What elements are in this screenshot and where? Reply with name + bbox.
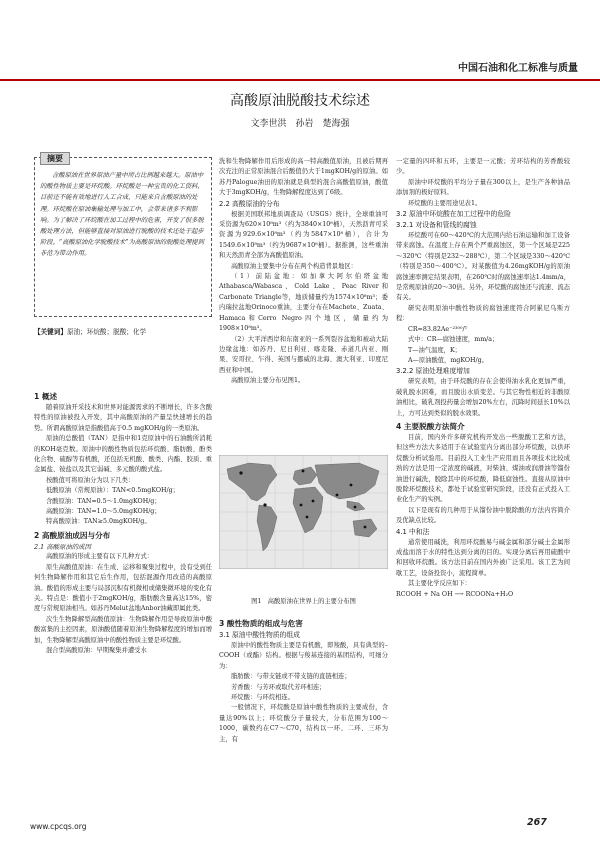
paragraph: 一定量的四环和五环，主要是一元酸；芳环结构的芳香酸较少。 (396, 158, 570, 176)
paragraph: 研究表明，由于环烷酸的存在会使得油水乳化更加严重，破乳脱水困难，而且脱出水质变差。与其它物性相近的非酸原油相比，破乳剂投药量会增加20%左右，沉降时间延长10%以上，方可达到类似的脱水效果。 (396, 378, 570, 417)
paragraph: 高酸原油主要集中分布在两个构造背景地区： (231, 262, 357, 270)
section-3-heading: 3 酸性物质的组成与危害 (219, 619, 303, 628)
section-3-2-2-heading: 3.2.2 原油处理难度增加 (396, 367, 470, 376)
section-3-2-1-heading: 3.2.1 对设备和管线的腐蚀 (396, 221, 477, 230)
marker-indonesia (354, 506, 357, 509)
keywords-label: 【关键词】 (34, 328, 67, 336)
paragraph: 洗和生物降解作用后形成的高一特高酸值原油，且被后期再次充注的正常原油混合后酸值仍大于1mgKOH/g的原油。如苏丹Palogue油田的原油就是典型的混合高酸值原油，酸值大于3mgKOH/g，生物降解程度达到了6级。 (219, 158, 388, 197)
paragraph: 环烷酸的主要用途见表1。 (408, 199, 482, 207)
paragraph: 根据美国联邦地质调查局（USGS）统计，全球重油可采资源为620×10⁸m³（约为3840×10⁸桶），天然沥青可采资源为929.6×10⁸m³（约为5847×10⁸桶），合计为1549.6×10⁸m³（约为9687×10⁸桶）。据推测，这些重油和天然沥青全部为高酸值原油。 (219, 210, 388, 260)
section-2-heading: 2 高酸原油成因与分布 (34, 530, 111, 540)
article-title: 高酸原油脱酸技术综述 (230, 93, 370, 109)
chemical-reaction: RCOOH + Na OH ⟶ RCOONa+H₂O (396, 590, 514, 598)
marker-angola (306, 516, 309, 519)
marker-australia (364, 526, 367, 529)
list-item: 芳香酸：与芳环或取代芳环相连； (231, 683, 326, 691)
paragraph: 高酸原油主要分布见图1。 (231, 377, 305, 385)
equation-variable: T—油气温度，K； (408, 346, 461, 354)
equation: CR=83.82Ae⁻²³⁰⁰/ᵀ (408, 325, 468, 333)
list-item: 环烷酸：与环烷相连。 (231, 694, 294, 702)
paragraph: 混合型高酸原油：早期聚集并遭受水 (46, 646, 147, 654)
abstract-text: 含酸原油在世界原油产量中所占比例越来越大。原油中的酸性物质主要是环烷酸。环烷酸是一种宝贵的化工资料，目前还不能有效地进行人工合成，只能来自含酸原油的处理。环烷酸在原油集输处理与加工中，会带来诸多不利影响。为了解决了环烷酸在加工过程中的危害，开发了很多脱酸处理方法，但能够直接对原油进行脱酸的技术还处于起步阶段。“高酸原油化学脱酸技术”为高酸原油的脱酸处理提到非范为带动作用。 (40, 172, 204, 258)
list-item: 脂肪酸：与带支链或不带支链的直链相连； (231, 673, 351, 681)
marker-nigeria (300, 504, 303, 507)
list-item: 低酸原油（常规原油）：TAN<0.5mgKOH/g； (46, 487, 179, 495)
list-item: 特高酸原油：TAN≥5.0mgKOH/g。 (46, 518, 151, 526)
paragraph: （1）前陆盆地：如加拿大阿尔伯塔盆地Athabasca/Wabasca、Cold Lake、Peac River和Carbonate Triangle等，地质储量约为1574×10⁸m³；委内瑞拉盆地Orinoco重油，主要分布在Machete、Zuata、Hamaca和Cerro Negro四个地区，储量约为1908×10⁸m³。 (219, 273, 388, 333)
paragraph: 次生生物降解型高酸值原油：生物降解作用是导致原油中酸酸富集的主控因素，原油酸值随着原油生物降解程度的增加而增加，生物降解型高酸原油中的酸性物质主要是环烷酸。 (34, 615, 212, 644)
section-4-1-heading: 4.1 中和法 (396, 527, 430, 536)
journal-name: 中国石油和化工标准与质量 (458, 63, 578, 74)
column-2-bottom (219, 616, 388, 745)
section-3-1-heading: 3.1 原油中酸性物质的组成 (219, 631, 300, 639)
header-divider (0, 79, 600, 81)
column-3 (396, 157, 570, 600)
page-number: 267 (527, 817, 547, 828)
keywords-value: 原油；环烷酸；脱酸；化学 (66, 328, 147, 336)
marker-china (350, 484, 353, 487)
paragraph: 随着原油开采技术和世界对能源需求的不断增长，许多含酸特性的原油被投入开发，其中高酸原油的产量呈快速增长的趋势。所谓高酸原油是指酸值高于0.5 mgKOH/g的一类原油。 (34, 404, 212, 432)
section-2-2-heading: 2.2 高酸原油的分布 (219, 199, 280, 208)
figure-1-caption: 图1 高酸原油在世界上的主要分布图 (251, 598, 356, 605)
marker-venezuela (263, 503, 266, 506)
list-item: 高酸原油：TAN=1.0～5.0mgKOH/g； (46, 508, 161, 516)
section-4-heading: 4 主要脱酸方法简介 (396, 421, 465, 431)
section-3-2-heading: 3.2 原油中环烷酸在加工过程中的危险 (396, 210, 511, 219)
list-item: 含酸原油：TAN=0.5～1.0mgKOH/g； (46, 497, 161, 505)
article-authors: 文李世洪 孙岩 楚海强 (250, 119, 350, 129)
equation-variable: A—原油酸值，mgKOH/g。 (408, 356, 488, 364)
paragraph: 通常使用碱洗，利用环烷酸易与碱金属和部分碱土金属形成盐而溶于水的特性达到分离的目的。实现分离后再用硫酸中和回收环烷酸。该方法目前在国内外被广泛采用。该工艺为间歇工艺，设备投资小，流程简单。 (396, 538, 570, 577)
paragraph: 一般情况下，环烷酸是原油中酸性物质的主要成份，含量达90%以上；环烷酸分子量较大，分布范围为100～1000，碳数约在C7～C70，结构以一环、二环、三环为主，有 (219, 704, 388, 743)
paragraph: 以下是现有的几种用于从馏份油中脱除酸的方法内容简介及优缺点比较。 (396, 506, 570, 525)
paragraph: （2）大平洋西岸和东南亚的一系列裂谷盆地和被动大陆边缘盆地：如苏丹、尼日利亚、喀麦隆、赤道几内亚、刚果、安哥拉、乍得、英国与挪威的北海、澳大利亚、印度尼西亚和中国。 (219, 335, 388, 374)
section-2-1-heading: 2.1 高酸原油的成因 (34, 542, 91, 551)
marker-canada (239, 471, 242, 474)
keywords-line (34, 327, 212, 337)
column-2-top (219, 157, 388, 387)
paragraph: 按酸值可将原油分为以下几类： (46, 476, 135, 484)
paragraph: 环烷酸可在60～420℃的大范围内给石油运输和加工设备带来腐蚀。在温度上存在两个严重腐蚀区，第一个区域是225～320℃（特别是232～288℃），第二个区域是330～420℃（特别是350～400℃）。对某酸值为4.26mgKOH/g的原油腐蚀速率测定结果表明，在260℃时的腐蚀速率达1.4mm/a，是常规原油的20～30倍。另外，环烷酸的腐蚀还与流速、流态有关。 (396, 232, 570, 302)
marker-sudan (312, 500, 315, 503)
paragraph: 目前，国内外许多研究机构开发出一些脱酸工艺和方法，但这些方法大多适用于在试验室内分离出部分环烷酸，以供环烷酸分析试验用。目前投入工业生产应用而且各项技术比较成熟的方法是用一定浓度的碱液，对柴油、煤油或润滑油等馏份油进行碱洗，脱除其中的环烷酸，降低腐蚀性。直接从原油中脱除环烷酸技术，都处于试验室研究阶段，还没有正式投入工业化生产的实例。 (396, 433, 570, 504)
column-1 (34, 389, 212, 656)
paragraph: 原油中环烷酸的平均分子量在300以上，是生产各种油品添加剂的极好原料。 (396, 178, 570, 197)
marker-india (336, 494, 339, 497)
abstract-label: 摘要 (40, 152, 70, 165)
section-1-heading: 1 概述 (34, 392, 58, 401)
marker-north-sea (302, 470, 305, 473)
footer-website: www.cpcqs.org (30, 822, 87, 831)
paragraph: 其主要化学反应如下： (408, 580, 471, 588)
equation-variable: 式中：CR—腐蚀速度，mm/a； (408, 336, 499, 344)
paragraph: 原生高酸值原油：在生成、运移和聚集过程中，没有受到任何生物降解作用和其它后生作用，包括混源作用改造的高酸原油。酸值的形成主要与局部沉积有机微相或储集微环境的变化有关。特点是：酸值小于2mgKOH/g，脂肪酸含量高达15%，密度与常规原油相当。如苏丹Melut盆地Anbor油藏即属此类。 (34, 563, 212, 613)
paragraph: 原油的总酸值（TAN）是指中和1克原油中的石油酸所消耗的KOH毫克数。原油中的酸性物质包括环烷酸、脂肪酸、酚类化合物、硫醇等有机酸，还包括无机酸、酸类、内酯、胶质、重金属盐、铵盐以及其它弱碱、多元酸的酸式盐。 (34, 435, 212, 474)
paragraph: 原油中的酸性物质主要是有机酸，即羧酸，具有典型的–COOH（或酯）结构。根据与羧基连接的基团结构，可细分为： (219, 642, 388, 670)
paragraph: 研究表明原油中酸性物质的腐蚀速度符合阿累尼乌斯方程： (396, 304, 570, 323)
world-map-figure (219, 455, 388, 569)
paragraph: 高酸原油的形成主要有以下几种方式： (46, 553, 154, 561)
